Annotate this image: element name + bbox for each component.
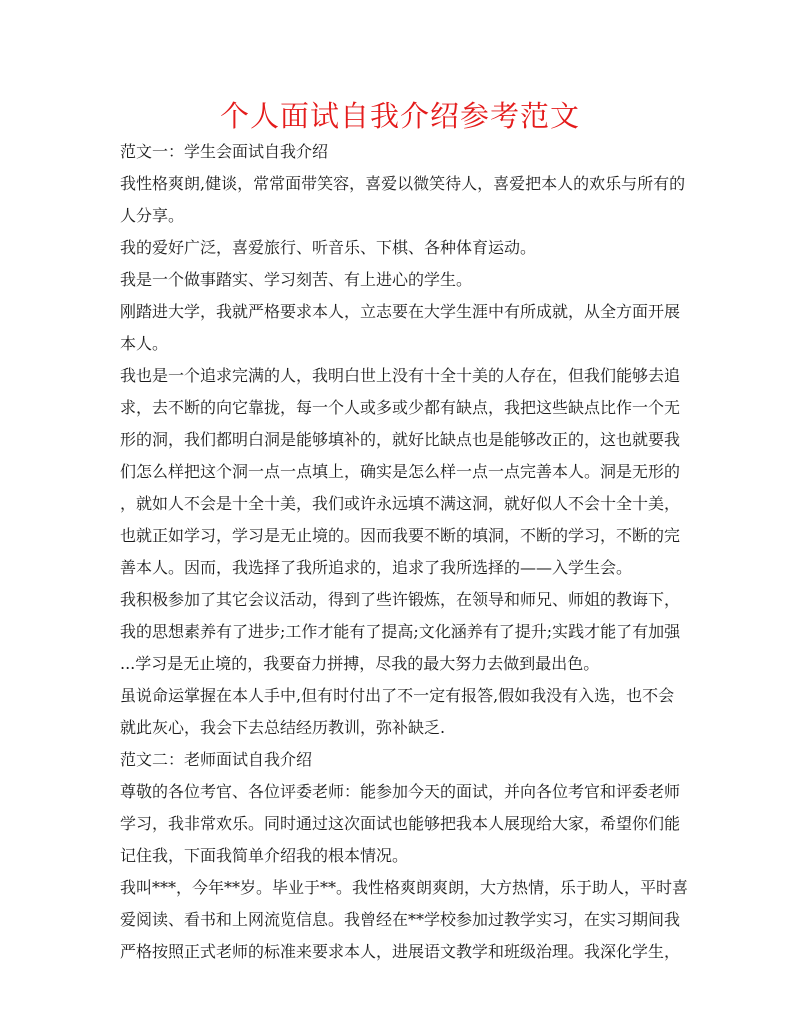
text-line: 我的思想素养有了进步;工作才能有了提高;文化涵养有了提升;实践才能了有加强 xyxy=(120,622,681,641)
text-line: 求，去不断的向它靠拢，每一个人或多或少都有缺点，我把这些缺点比作一个无 xyxy=(120,398,681,417)
text-line: 刚踏进大学，我就严格要求本人，立志要在大学生涯中有所成就，从全方面开展 xyxy=(120,302,681,321)
text-line: 我积极参加了其它会议活动，得到了些许锻炼，在领导和师兄、师姐的教诲下， xyxy=(120,590,681,609)
text-line: 我也是一个追求完满的人，我明白世上没有十全十美的人存在，但我们能够去追 xyxy=(120,366,681,385)
text-line: 本人。 xyxy=(120,334,169,353)
text-line: 人分享。 xyxy=(120,206,185,225)
text-line: 就此灰心，我会下去总结经历教训，弥补缺乏. xyxy=(120,718,446,737)
text-line: ...学习是无止境的，我要奋力拼搏，尽我的最大努力去做到最出色。 xyxy=(120,654,600,673)
text-line: 善本人。因而，我选择了我所追求的，追求了我所选择的——入学生会。 xyxy=(120,558,633,577)
text-line: 尊敬的各位考官、各位评委老师：能参加今天的面试，并向各位考官和评委老师 xyxy=(120,782,681,801)
text-line: 范文二：老师面试自我介绍 xyxy=(120,750,313,769)
text-line: 爱阅读、看书和上网流览信息。我曾经在**学校参加过教学实习，在实习期间我 xyxy=(120,910,681,929)
text-line: 我的爱好广泛，喜爱旅行、听音乐、下棋、各种体育运动。 xyxy=(120,238,537,257)
text-line: 严格按照正式老师的标准来要求本人，进展语文教学和班级治理。我深化学生， xyxy=(120,942,681,961)
text-line: ，就如人不会是十全十美，我们或许永远填不满这洞，就好似人不会十全十美， xyxy=(120,494,681,513)
text-line: 虽说命运掌握在本人手中,但有时付出了不一定有报答,假如我没有入选，也不会 xyxy=(120,686,675,705)
text-line: 也就正如学习，学习是无止境的。因而我要不断的填洞，不断的学习，不断的完 xyxy=(120,526,681,545)
text-line: 我是一个做事踏实、学习刻苦、有上进心的学生。 xyxy=(120,270,473,289)
text-line: 学习，我非常欢乐。同时通过这次面试也能够把我本人展现给大家，希望你们能 xyxy=(120,814,681,833)
text-line: 形的洞，我们都明白洞是能够填补的，就好比缺点也是能够改正的，这也就要我 xyxy=(120,430,681,449)
text-line: 我叫***，今年**岁。毕业于**。我性格爽朗爽朗，大方热情，乐于助人，平时喜 xyxy=(120,878,689,897)
document-title: 个人面试自我介绍参考范文 xyxy=(219,99,580,133)
text-line: 我性格爽朗,健谈，常常面带笑容，喜爱以微笑待人，喜爱把本人的欢乐与所有的 xyxy=(120,174,686,193)
text-line: 范文一：学生会面试自我介绍 xyxy=(120,142,329,161)
document-body xyxy=(120,136,690,968)
text-line: 记住我，下面我简单介绍我的根本情况。 xyxy=(120,846,409,865)
text-line: 们怎么样把这个洞一点一点填上，确实是怎么样一点一点完善本人。洞是无形的 xyxy=(120,462,681,481)
